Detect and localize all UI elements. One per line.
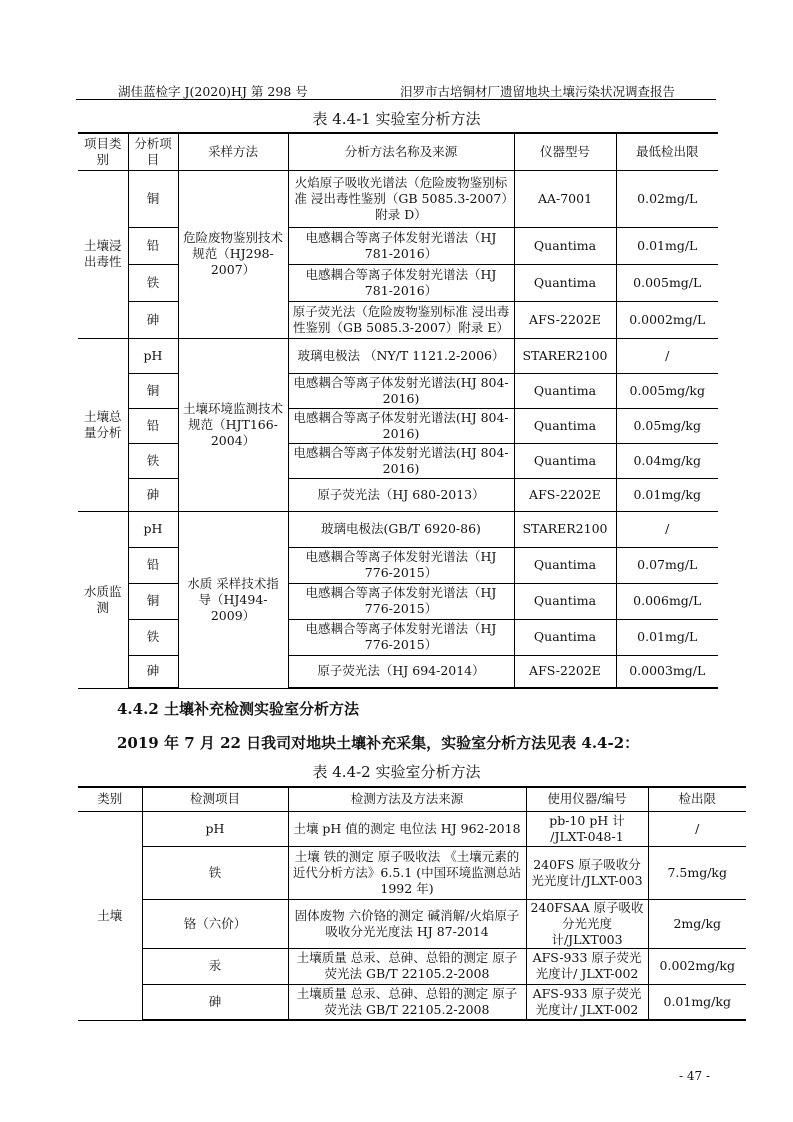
instrument-cell: Quantima xyxy=(514,547,616,583)
detection-limit-cell: 0.0003mg/L xyxy=(616,655,718,688)
table-row xyxy=(78,408,718,443)
table-row xyxy=(78,511,718,547)
item-cell: 铅 xyxy=(128,227,178,264)
item-cell: 铁 xyxy=(142,846,288,899)
analysis-method-cell: 土壤 pH 值的测定 电位法 HJ 962-2018 xyxy=(288,811,526,846)
instrument-cell: STARER2100 xyxy=(514,338,616,373)
header-rule xyxy=(76,99,716,100)
table-row xyxy=(78,478,718,511)
section-heading: 4.4.2 土壤补充检测实验室分析方法 xyxy=(117,700,359,718)
table-row xyxy=(78,338,718,373)
instrument-cell: AFS-2202E xyxy=(514,478,616,511)
analysis-method-cell: 电感耦合等离子体发射光谱法(HJ 804-2016) xyxy=(288,373,514,408)
table1-header-row xyxy=(78,133,718,170)
table2-caption: 表 4.4-2 实验室分析方法 xyxy=(312,763,481,781)
analysis-method-cell: 土壤质量 总汞、总砷、总铅的测定 原子荧光法 GB/T 22105.2-2008 xyxy=(288,984,526,1020)
table1-header-cell: 采样方法 xyxy=(178,133,288,170)
table-row xyxy=(78,264,718,301)
item-cell: 砷 xyxy=(128,655,178,688)
detection-limit-cell: 0.005mg/L xyxy=(616,264,718,301)
item-cell: 汞 xyxy=(142,948,288,984)
item-cell: 铅 xyxy=(128,547,178,583)
detection-limit-cell: 0.05mg/kg xyxy=(616,408,718,443)
table1-header-cell: 仪器型号 xyxy=(514,133,616,170)
detection-limit-cell: 0.002mg/kg xyxy=(648,948,746,984)
analysis-method-cell: 电感耦合等离子体发射光谱法(HJ 804-2016) xyxy=(288,443,514,478)
item-cell: 铬（六价） xyxy=(142,899,288,948)
sampling-method-cell: 危险废物鉴别技术规范（HJ298-2007） xyxy=(178,170,288,338)
detection-limit-cell: 0.005mg/kg xyxy=(616,373,718,408)
analysis-method-cell: 火焰原子吸收光谱法（危险废物鉴别标准 浸出毒性鉴别（GB 5085.3-2007）附录 D） xyxy=(288,170,514,227)
detection-limit-cell: / xyxy=(616,338,718,373)
table-row xyxy=(78,227,718,264)
analysis-method-cell: 电感耦合等离子体发射光谱法（HJ 781-2016） xyxy=(288,227,514,264)
instrument-cell: AA-7001 xyxy=(514,170,616,227)
table-row xyxy=(78,948,746,984)
table1-caption: 表 4.4-1 实验室分析方法 xyxy=(312,110,481,128)
analysis-method-cell: 玻璃电极法(GB/T 6920-86) xyxy=(288,511,514,547)
analysis-method-cell: 原子荧光法（危险废物鉴别标准 浸出毒性鉴别（GB 5085.3-2007）附录 E） xyxy=(288,301,514,338)
sampling-method-cell: 水质 采样技术指导（HJ494-2009） xyxy=(178,511,288,688)
instrument-cell: pb-10 pH 计 /JLXT-048-1 xyxy=(526,811,648,846)
table2-header-cell: 检测项目 xyxy=(142,787,288,811)
analysis-method-cell: 电感耦合等离子体发射光谱法（HJ 776-2015） xyxy=(288,619,514,655)
item-cell: 铁 xyxy=(128,264,178,301)
category-cell: 土壤浸出毒性 xyxy=(78,170,128,338)
table-row xyxy=(78,619,718,655)
table-row xyxy=(78,899,746,948)
instrument-cell: 240FSAA 原子吸收分光光度计/JLXT003 xyxy=(526,899,648,948)
detection-limit-cell: 0.01mg/L xyxy=(616,619,718,655)
header-doc-number: 湖佳蓝检字 J(2020)HJ 第 298 号 xyxy=(118,84,308,99)
table-row xyxy=(78,301,718,338)
table-row xyxy=(78,655,718,688)
detection-limit-cell: 0.0002mg/L xyxy=(616,301,718,338)
detection-limit-cell: 0.02mg/L xyxy=(616,170,718,227)
table2-header-row xyxy=(78,787,746,811)
instrument-cell: AFS-933 原子荧光光度计/ JLXT-002 xyxy=(526,948,648,984)
detection-limit-cell: 2mg/kg xyxy=(648,899,746,948)
instrument-cell: Quantima xyxy=(514,583,616,619)
instrument-cell: STARER2100 xyxy=(514,511,616,547)
category-cell: 水质监测 xyxy=(78,511,128,688)
analysis-method-cell: 土壤质量 总汞、总砷、总铅的测定 原子荧光法 GB/T 22105.2-2008 xyxy=(288,948,526,984)
analysis-method-cell: 原子荧光法（HJ 680-2013） xyxy=(288,478,514,511)
instrument-cell: AFS-2202E xyxy=(514,301,616,338)
analysis-method-cell: 电感耦合等离子体发射光谱法（HJ 776-2015） xyxy=(288,547,514,583)
analysis-method-cell: 原子荧光法（HJ 694-2014） xyxy=(288,655,514,688)
instrument-cell: AFS-933 原子荧光光度计/ JLXT-002 xyxy=(526,984,648,1020)
table-row xyxy=(78,443,718,478)
instrument-cell: Quantima xyxy=(514,619,616,655)
table-row xyxy=(78,984,746,1020)
table-row xyxy=(78,547,718,583)
table1-header-cell: 分析项目 xyxy=(128,133,178,170)
item-cell: 砷 xyxy=(142,984,288,1020)
analysis-method-cell: 电感耦合等离子体发射光谱法（HJ 776-2015） xyxy=(288,583,514,619)
table-row xyxy=(78,170,718,227)
table1-header-cell: 最低检出限 xyxy=(616,133,718,170)
analysis-method-cell: 电感耦合等离子体发射光谱法（HJ 781-2016） xyxy=(288,264,514,301)
sampling-method-cell: 土壤环境监测技术规范（HJT166-2004） xyxy=(178,338,288,511)
analysis-method-cell: 固体废物 六价铬的测定 碱消解/火焰原子吸收分光光度法 HJ 87-2014 xyxy=(288,899,526,948)
category-cell: 土壤 xyxy=(78,811,142,1020)
instrument-cell: Quantima xyxy=(514,227,616,264)
section-paragraph: 2019 年 7 月 22 日我司对地块土壤补充采集，实验室分析方法见表 4.4-2： xyxy=(117,734,640,752)
instrument-cell: AFS-2202E xyxy=(514,655,616,688)
detection-limit-cell: 0.04mg/kg xyxy=(616,443,718,478)
table-row xyxy=(78,373,718,408)
item-cell: 铅 xyxy=(128,408,178,443)
detection-limit-cell: 0.01mg/kg xyxy=(648,984,746,1020)
item-cell: pH xyxy=(142,811,288,846)
table1-header-cell: 分析方法名称及来源 xyxy=(288,133,514,170)
item-cell: 砷 xyxy=(128,478,178,511)
detection-limit-cell: / xyxy=(648,811,746,846)
table1-lab-analysis-methods xyxy=(78,132,718,689)
header-report-title: 汨罗市古培铜材厂遗留地块土壤污染状况调查报告 xyxy=(399,84,675,99)
table2-lab-analysis-methods xyxy=(78,786,746,1021)
table2-header-cell: 检测方法及方法来源 xyxy=(288,787,526,811)
item-cell: 铜 xyxy=(128,583,178,619)
table2-header-cell: 类别 xyxy=(78,787,142,811)
detection-limit-cell: 0.01mg/kg xyxy=(616,478,718,511)
detection-limit-cell: 0.006mg/L xyxy=(616,583,718,619)
page-number: - 47 - xyxy=(678,1069,710,1083)
item-cell: 砷 xyxy=(128,301,178,338)
item-cell: 铜 xyxy=(128,373,178,408)
table2-header-cell: 检出限 xyxy=(648,787,746,811)
analysis-method-cell: 土壤 铁的测定 原子吸收法 《土壤元素的近代分析方法》6.5.1 (中国环境监测总站 1992 年) xyxy=(288,846,526,899)
table-row xyxy=(78,811,746,846)
detection-limit-cell: 0.01mg/L xyxy=(616,227,718,264)
table1-header-cell: 项目类别 xyxy=(78,133,128,170)
instrument-cell: Quantima xyxy=(514,408,616,443)
instrument-cell: Quantima xyxy=(514,443,616,478)
detection-limit-cell: / xyxy=(616,511,718,547)
item-cell: 铁 xyxy=(128,619,178,655)
table-row xyxy=(78,846,746,899)
item-cell: pH xyxy=(128,511,178,547)
detection-limit-cell: 0.07mg/L xyxy=(616,547,718,583)
analysis-method-cell: 玻璃电极法 （NY/T 1121.2-2006） xyxy=(288,338,514,373)
instrument-cell: Quantima xyxy=(514,264,616,301)
item-cell: 铜 xyxy=(128,170,178,227)
table-row xyxy=(78,583,718,619)
table2-header-cell: 使用仪器/编号 xyxy=(526,787,648,811)
item-cell: 铁 xyxy=(128,443,178,478)
item-cell: pH xyxy=(128,338,178,373)
category-cell: 土壤总量分析 xyxy=(78,338,128,511)
instrument-cell: Quantima xyxy=(514,373,616,408)
analysis-method-cell: 电感耦合等离子体发射光谱法(HJ 804-2016) xyxy=(288,408,514,443)
detection-limit-cell: 7.5mg/kg xyxy=(648,846,746,899)
instrument-cell: 240FS 原子吸收分光光度计/JLXT-003 xyxy=(526,846,648,899)
